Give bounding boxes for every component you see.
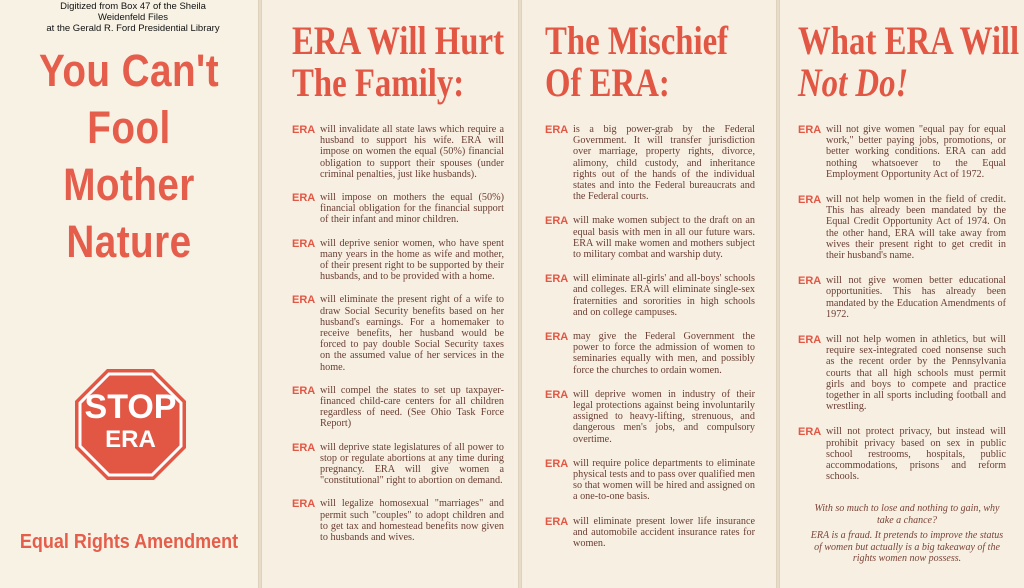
item-text: is a big power-grab by the Federal Government. It will transfer jurisdiction over marriage, property rights, divorce, alimony, child custody, and inheritance rights out of the hands of the individual states and into the Federal bureaucrats and the Federal courts. [573,124,755,203]
list-item [798,124,1006,180]
item-text: will deprive senior women, who have spent many years in the home as wife and mother, of their present right to be supported by their husbands, and to be provided with a home. [320,237,504,283]
item-text: will compel the states to set up taxpayer-financed child-care centers for all children regardless of need. (See Ohio Task Force Report) [320,384,504,430]
era-tag: ERA [545,457,569,470]
cover-footer: Equal Rights Amendment [19,531,239,553]
list-item [798,334,1006,412]
cover-panel [0,0,258,588]
list-item [292,442,504,487]
era-tag: ERA [292,441,316,454]
panel-not-do-list [798,124,1006,496]
era-tag: ERA [545,331,569,344]
list-item [798,194,1006,261]
list-item [545,516,755,550]
panel-heading-not-do: What ERA Will Not Do! [798,18,1020,105]
era-tag: ERA [798,334,822,347]
era-tag: ERA [798,275,822,288]
era-tag: ERA [292,384,316,397]
list-item [292,192,504,226]
era-tag: ERA [545,388,569,401]
item-text: will not give women better educational opportunities. This has already been mandated by the Education Amendments of 1972. [826,275,1006,320]
item-text: will invalidate all state laws which require a husband to support his wife. ERA will impose on women the equal (50%) financial obligation to support their spouses (under criminal penalties, just like husbands). [320,124,504,180]
cover-title: You Can't Fool Mother Nature [38,45,220,267]
item-text: may give the Federal Government the power to force the admission of women to seminaries equally with men, and possibly force the churches to ordain women. [573,331,755,376]
list-item [292,385,504,430]
era-tag: ERA [545,515,569,528]
era-tag: ERA [292,294,316,307]
item-text: will not help women in the field of credit. This has already been mandated by the Equal Credit Opportunity Act of 1974. On the other hand, ERA will take away from wives their present right to get credit in their husband's name. [826,194,1006,262]
stop-sign-text: STOP ERA [84,388,177,453]
list-item [545,331,755,376]
list-item [798,275,1006,320]
list-item [292,294,504,372]
list-item [292,124,504,180]
item-text: will deprive state legislatures of all power to stop or regulate abortions at any time during pregnancy. ERA will give women a "constitutional" right to abortion on demand. [320,441,504,487]
closing-note: With so much to lose and nothing to gain, why take a chance? ERA is a fraud. It pretends to improve the status of women but actually is a big takeaway of the rights women now possess. [810,503,1004,564]
panel-heading-hurt-family: ERA Will Hurt The Family: [292,18,505,105]
item-text: will not help women in athletics, but will require sex-integrated coed nonsense such as the recent order by the Pennsylvania courts that all high schools must permit girls and boys to compete and practice together in all sports including football and wrestling. [826,334,1006,413]
era-tag: ERA [545,215,569,228]
item-text: will impose on mothers the equal (50%) financial obligation for the financial support of their infant and minor children. [320,192,504,226]
panel-mischief-list [545,124,755,562]
list-item [545,389,755,445]
era-tag: ERA [545,124,569,136]
panel-heading-mischief: The Mischief Of ERA: [545,18,729,105]
list-item [545,215,755,260]
item-text: will eliminate present lower life insurance and automobile accident insurance rates for women. [573,515,755,550]
era-tag: ERA [292,498,316,511]
list-item [545,458,755,503]
era-tag: ERA [292,192,316,205]
item-text: will deprive women in industry of their legal protections against being involuntarily assigned to heavy-lifting, strenuous, and dangerous men's jobs, and compulsory overtime. [573,388,755,445]
list-item [545,124,755,202]
item-text: will make women subject to the draft on an equal basis with men in all our future wars. ERA will make women and mothers subject to military combat and warship duty. [573,215,755,261]
era-tag: ERA [545,273,569,286]
era-tag: ERA [798,124,822,136]
item-text: will legalize homosexual "marriages" and permit such "couples" to adopt children and to get tax and homestead benefits now given to husbands and wives. [320,498,504,544]
item-text: will eliminate the present right of a wife to draw Social Security benefits based on her husband's earnings. For a homemaker to receive benefits, her husband would be forced to pay double Social Security taxes on the assumed value of her services in the home. [320,294,504,373]
item-text: will not give women "equal pay for equal work," better paying jobs, promotions, or better working conditions. ERA can add nothing whatsoever to the Equal Employment Opportunity Act of 1972. [826,124,1006,180]
panel-hurt-family-list [292,124,504,555]
list-item [798,426,1006,482]
list-item [545,273,755,318]
item-text: will eliminate all-girls' and all-boys' schools and colleges. ERA will eliminate single-sex fraternities and sororities in high schools and on college campuses. [573,273,755,318]
item-text: will not protect privacy, but instead will prohibit privacy based on sex in public school restrooms, hospitals, public accommodations, prisons and reform schools. [826,426,1006,483]
era-tag: ERA [798,426,822,439]
archive-note: Digitized from Box 47 of the Sheila Weidenfeld Files at the Gerald R. Ford Presidential Library [46,1,220,34]
list-item [292,498,504,543]
era-tag: ERA [798,194,822,207]
list-item [292,238,504,283]
item-text: will require police departments to eliminate physical tests and to pass over qualified men so that women will be hired and assigned on a one-to-one basis. [573,457,755,503]
era-tag: ERA [292,124,316,136]
era-tag: ERA [292,237,316,250]
